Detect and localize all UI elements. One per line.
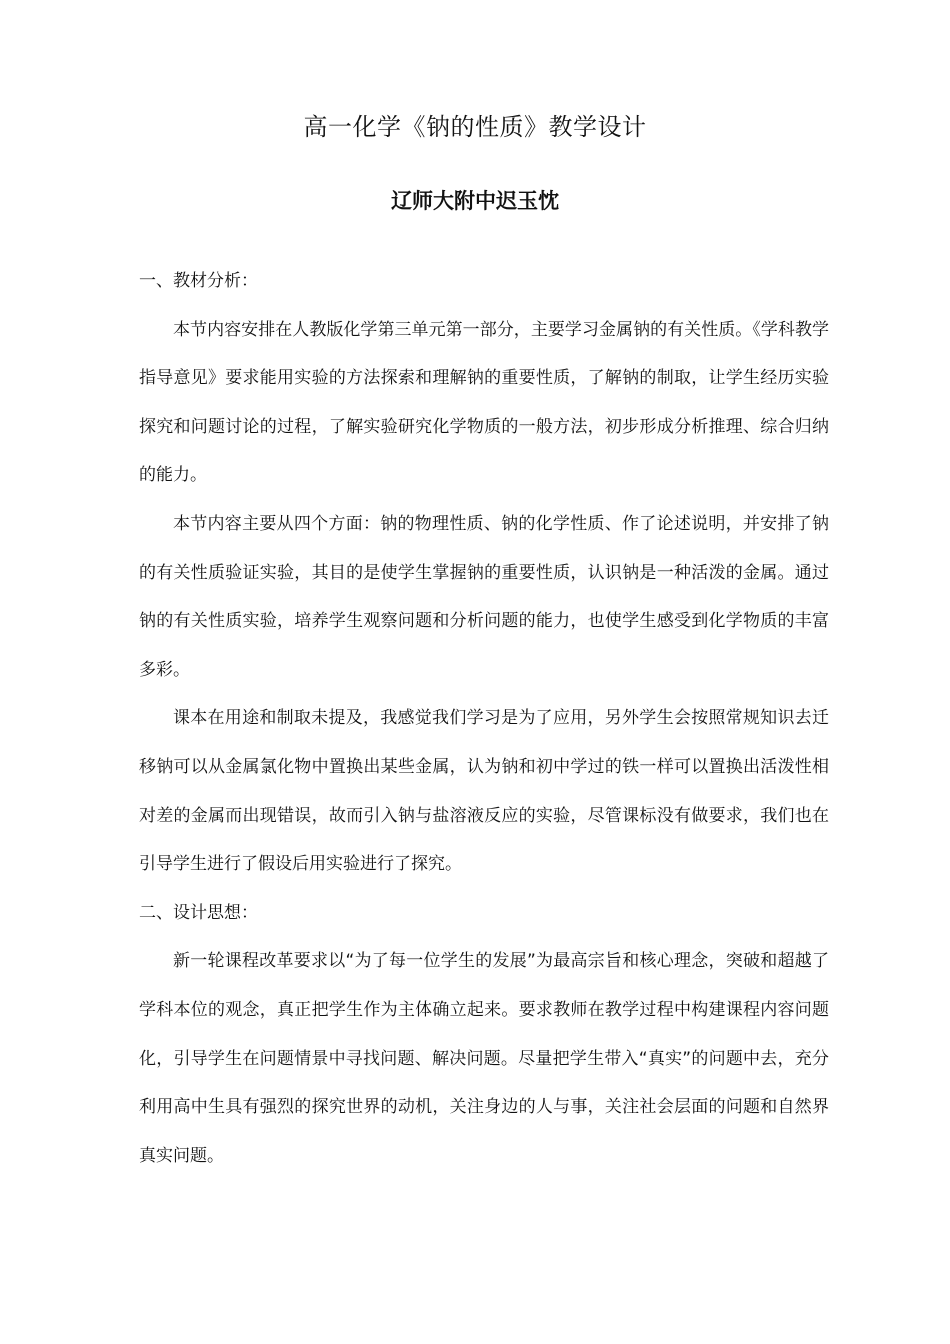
paragraph: 课本在用途和制取未提及，我感觉我们学习是为了应用，另外学生会按照常规知识去迁移钠可以从金属氯化物中置换出某些金属，认为钠和初中学过的铁一样可以置换出活泼性相对差的金属而出现错误，故而引入钠与盐溶液反应的实验，尽管课标没有做要求，我们也在引导学生进行了假设后用实验进行了探究。 — [139, 708, 829, 875]
section-heading-textbook-analysis: 一、教材分析： — [139, 271, 258, 291]
document-title: 高一化学《钠的性质》教学设计 — [303, 113, 647, 141]
paragraph: 本节内容安排在人教版化学第三单元第一部分，主要学习金属钠的有关性质。《学科教学指导意见》要求能用实验的方法探索和理解钠的重要性质，了解钠的制取，让学生经历实验探究和问题讨论的过程，了解实验研究化学物质的一般方法，初步形成分析推理、综合归纳的能力。 — [139, 319, 829, 486]
document-author: 辽师大附中迟玉忱 — [391, 189, 559, 213]
document-body — [139, 257, 829, 1180]
paragraph: 本节内容主要从四个方面：钠的物理性质、钠的化学性质、作了论述说明，并安排了钠的有关性质验证实验，其目的是使学生掌握钠的重要性质，认识钠是一种活泼的金属。通过钠的有关性质实验，培养学生观察问题和分析问题的能力，也使学生感受到化学物质的丰富多彩。 — [139, 513, 829, 680]
section-heading-design-idea: 二、设计思想： — [139, 902, 258, 923]
paragraph: 新一轮课程改革要求以“为了每一位学生的发展”为最高宗旨和核心理念，突破和超越了学科本位的观念，真正把学生作为主体确立起来。要求教师在教学过程中构建课程内容问题化，引导学生在问题情景中寻找问题、解决问题。尽量把学生带入“真实”的问题中去，充分利用高中生具有强烈的探究世界的动机，关注身边的人与事，关注社会层面的问题和自然界真实问题。 — [139, 951, 829, 1166]
